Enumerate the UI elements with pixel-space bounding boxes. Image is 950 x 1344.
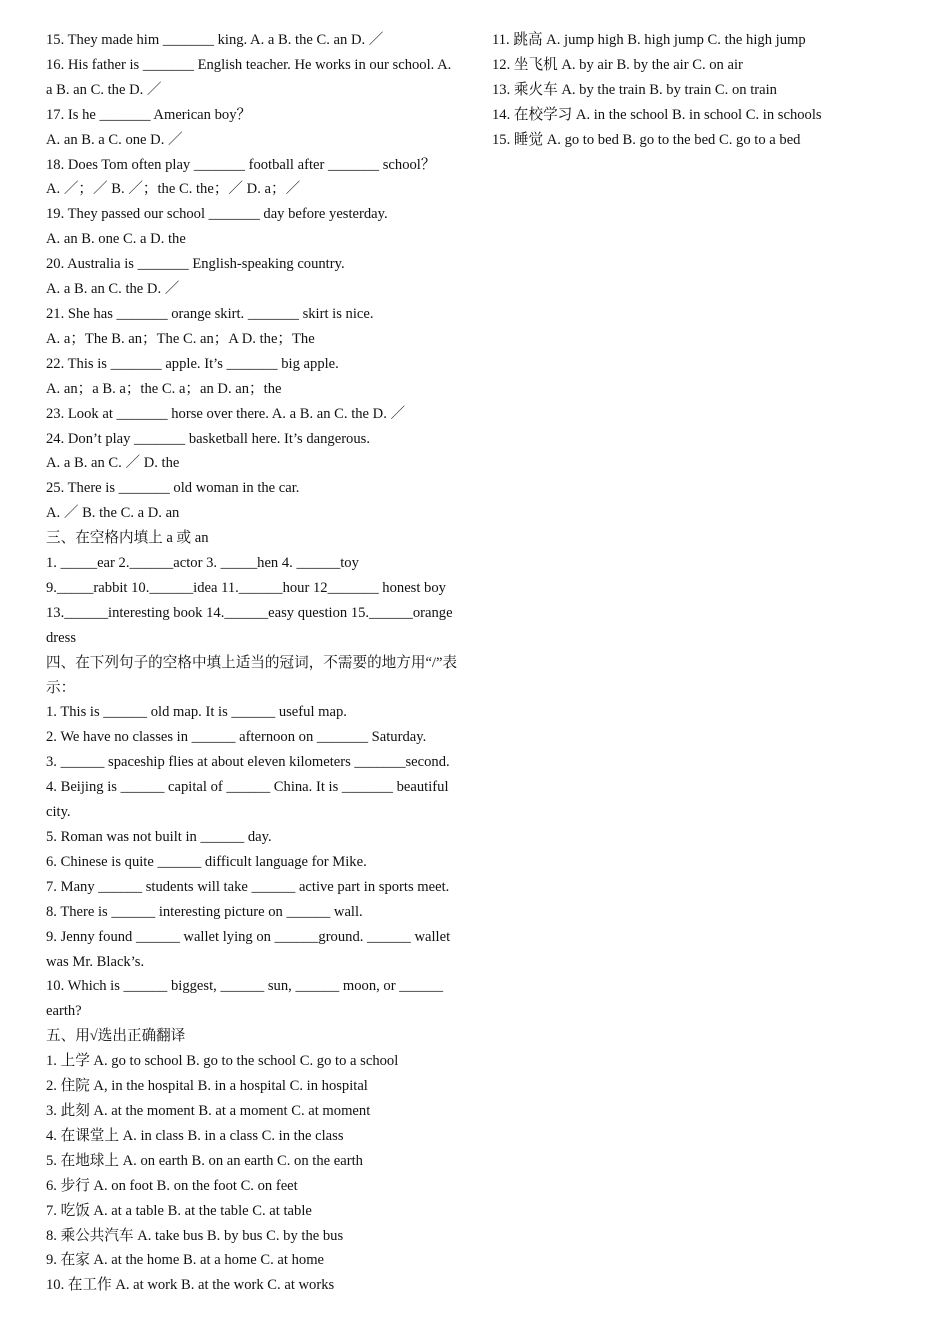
section-heading: 三、在空格内填上 a 或 an: [46, 530, 209, 547]
text-line: 1. This is ______ old map. It is ______ useful map.: [46, 704, 347, 721]
text-line: A. an B. a C. one D. ／: [46, 131, 183, 148]
text-line: 2. 住院 A, in the hospital B. in a hospital C. in hospital: [46, 1078, 368, 1095]
text-line: A. an；a B. a；the C. a；an D. an；the: [46, 380, 282, 397]
section-heading: 四、在下列句子的空格中填上适当的冠词，不需要的地方用“/”表示：: [46, 654, 458, 696]
text-line: 16. His father is _______ English teacher. He works in our school. A. a B. an C. the D. ／: [46, 56, 452, 98]
left-column: [46, 28, 460, 1298]
text-line: A. ／ B. the C. a D. an: [46, 505, 180, 522]
text-line: 15. They made him _______ king. A. a B. the C. an D. ／: [46, 32, 384, 48]
text-line: 4. Beijing is ______ capital of ______ China. It is _______ beautiful city.: [46, 779, 449, 821]
text-line: 6. Chinese is quite ______ difficult language for Mike.: [46, 853, 367, 870]
text-line: 7. 吃饭 A. at a table B. at the table C. at table: [46, 1202, 312, 1219]
text-line: 24. Don’t play _______ basketball here. It’s dangerous.: [46, 430, 370, 447]
text-line: 18. Does Tom often play _______ football after _______ school？: [46, 156, 436, 173]
text-line: 10. 在工作 A. at work B. at the work C. at works: [46, 1277, 335, 1294]
text-line: 9._____rabbit 10.______idea 11.______hour 12_______ honest boy: [46, 579, 446, 596]
text-line: 9. 在家 A. at the home B. at a home C. at home: [46, 1252, 325, 1269]
text-line: 13.______interesting book 14.______easy question 15.______orange dress: [46, 604, 453, 646]
text-line: 12. 坐飞机 A. by air B. by the air C. on air: [492, 56, 743, 73]
text-line: 22. This is _______ apple. It’s _______ big apple.: [46, 355, 339, 372]
text-line: 8. 乘公共汽车 A. take bus B. by bus C. by the bus: [46, 1227, 344, 1244]
text-line: A. a B. an C. ／ D. the: [46, 455, 180, 472]
text-line: A. a；The B. an；The C. an；A D. the；The: [46, 330, 315, 347]
text-line: 3. 此刻 A. at the moment B. at a moment C. at moment: [46, 1102, 371, 1119]
text-line: 7. Many ______ students will take ______ active part in sports meet.: [46, 878, 450, 895]
text-line: A. a B. an C. the D. ／: [46, 281, 180, 298]
text-line: A. an B. one C. a D. the: [46, 231, 186, 248]
text-line: 1. 上学 A. go to school B. go to the school C. go to a school: [46, 1053, 399, 1070]
text-line: 13. 乘火车 A. by the train B. by train C. on train: [492, 81, 777, 98]
text-line: 20. Australia is _______ English-speaking country.: [46, 256, 345, 273]
text-line: 17. Is he _______ American boy？: [46, 106, 252, 123]
text-line: 15. 睡觉 A. go to bed B. go to the bed C. go to a bed: [492, 131, 801, 148]
text-line: 1. _____ear 2.______actor 3. _____hen 4. ______toy: [46, 555, 359, 572]
text-line: A. ／；／ B. ／；the C. the；／ D. a；／: [46, 181, 301, 198]
text-line: 21. She has _______ orange skirt. _______ skirt is nice.: [46, 305, 374, 322]
right-column: [492, 28, 912, 153]
text-line: 11. 跳高 A. jump high B. high jump C. the high jump: [492, 32, 806, 48]
text-line: 8. There is ______ interesting picture on ______ wall.: [46, 903, 363, 920]
text-line: 3. ______ spaceship flies at about eleven kilometers _______second.: [46, 754, 450, 771]
text-line: 19. They passed our school _______ day before yesterday.: [46, 206, 388, 223]
text-line: 14. 在校学习 A. in the school B. in school C. in schools: [492, 106, 822, 123]
section-heading: 五、用√选出正确翻译: [46, 1028, 186, 1045]
text-line: 9. Jenny found ______ wallet lying on ______ground. ______ wallet was Mr. Black’s.: [46, 928, 451, 970]
text-line: 2. We have no classes in ______ afternoon on _______ Saturday.: [46, 729, 427, 746]
text-line: 4. 在课堂上 A. in class B. in a class C. in the class: [46, 1127, 344, 1144]
text-line: 25. There is _______ old woman in the car.: [46, 480, 300, 497]
text-line: 10. Which is ______ biggest, ______ sun, ______ moon, or ______ earth?: [46, 978, 443, 1020]
text-line: 6. 步行 A. on foot B. on the foot C. on feet: [46, 1177, 298, 1194]
text-line: 5. Roman was not built in ______ day.: [46, 829, 272, 845]
text-line: 5. 在地球上 A. on earth B. on an earth C. on the earth: [46, 1152, 363, 1169]
text-line: 23. Look at _______ horse over there. A. a B. an C. the D. ／: [46, 405, 406, 422]
